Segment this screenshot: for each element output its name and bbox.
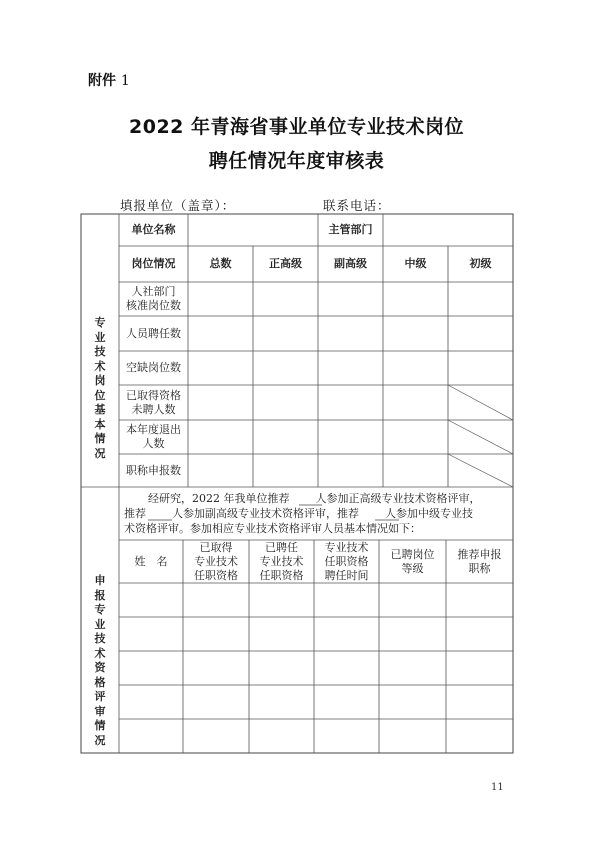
col-header-qualification: 已取得 专业技术 任职资格 xyxy=(194,540,238,582)
statement-line-2: 推荐 人参加副高级专业技术资格评审，推荐 人参加中级专业技 xyxy=(124,507,473,520)
col-header-name: 姓 名 xyxy=(134,554,168,568)
page-number: 11 xyxy=(491,782,504,793)
section2-side-title: 申报 专业 技术 资格 评审 情况 xyxy=(94,574,106,747)
col-header-position: 岗位情况 xyxy=(131,257,176,270)
row-label-approved: 人社部门 核准岗位数 xyxy=(126,285,181,312)
col-header-associate: 副高级 xyxy=(334,257,367,270)
col-header-junior: 初级 xyxy=(469,257,492,270)
col-header-senior: 正高级 xyxy=(269,257,302,270)
col-header-total: 总数 xyxy=(209,257,232,270)
row-label-qualified-unhired: 已取得资格 未聘人数 xyxy=(126,388,181,416)
unit-name-value[interactable] xyxy=(188,214,318,246)
diagonal-3 xyxy=(448,454,513,487)
supervisor-value[interactable] xyxy=(383,214,513,246)
statement-line-3: 术资格评审。参加相应专业技术资格评审人员基本情况如下： xyxy=(124,522,421,535)
title-line-2: 聘任情况年度审核表 xyxy=(208,150,385,172)
row-label-applications: 职称申报数 xyxy=(126,463,181,477)
attachment-label: 附件 1 xyxy=(88,73,130,89)
row-label-vacant: 空缺岗位数 xyxy=(126,361,181,374)
col-header-post-level: 已聘岗位 等级 xyxy=(390,547,435,575)
row-label-exited: 本年度退出 人数 xyxy=(126,423,181,450)
col-header-hire-date: 专业技术 任职资格 聘任时间 xyxy=(324,540,369,582)
section1-side-title: 专业 技术 岗位 基本 情况 xyxy=(94,316,106,460)
contact-phone-label: 联系电话： xyxy=(323,198,391,213)
supervisor-label: 主管部门 xyxy=(328,223,373,236)
fill-unit-label: 填报单位（盖章）： xyxy=(120,198,236,213)
col-header-hired-qualification: 已聘任 专业技术 任职资格 xyxy=(259,540,304,582)
unit-name-label: 单位名称 xyxy=(131,223,176,236)
diagonal-1 xyxy=(448,385,513,420)
title-line-1: 2022 年青海省事业单位专业技术岗位 xyxy=(129,116,464,138)
col-header-recommended-title: 推荐申报 职称 xyxy=(457,547,502,575)
col-header-intermediate: 中级 xyxy=(404,257,427,270)
statement-line-1: 经研究，2022 年我单位推荐 人参加正高级专业技术资格评审， xyxy=(148,492,481,505)
row-label-employed: 人员聘任数 xyxy=(126,326,181,340)
diagonal-2 xyxy=(448,420,513,454)
